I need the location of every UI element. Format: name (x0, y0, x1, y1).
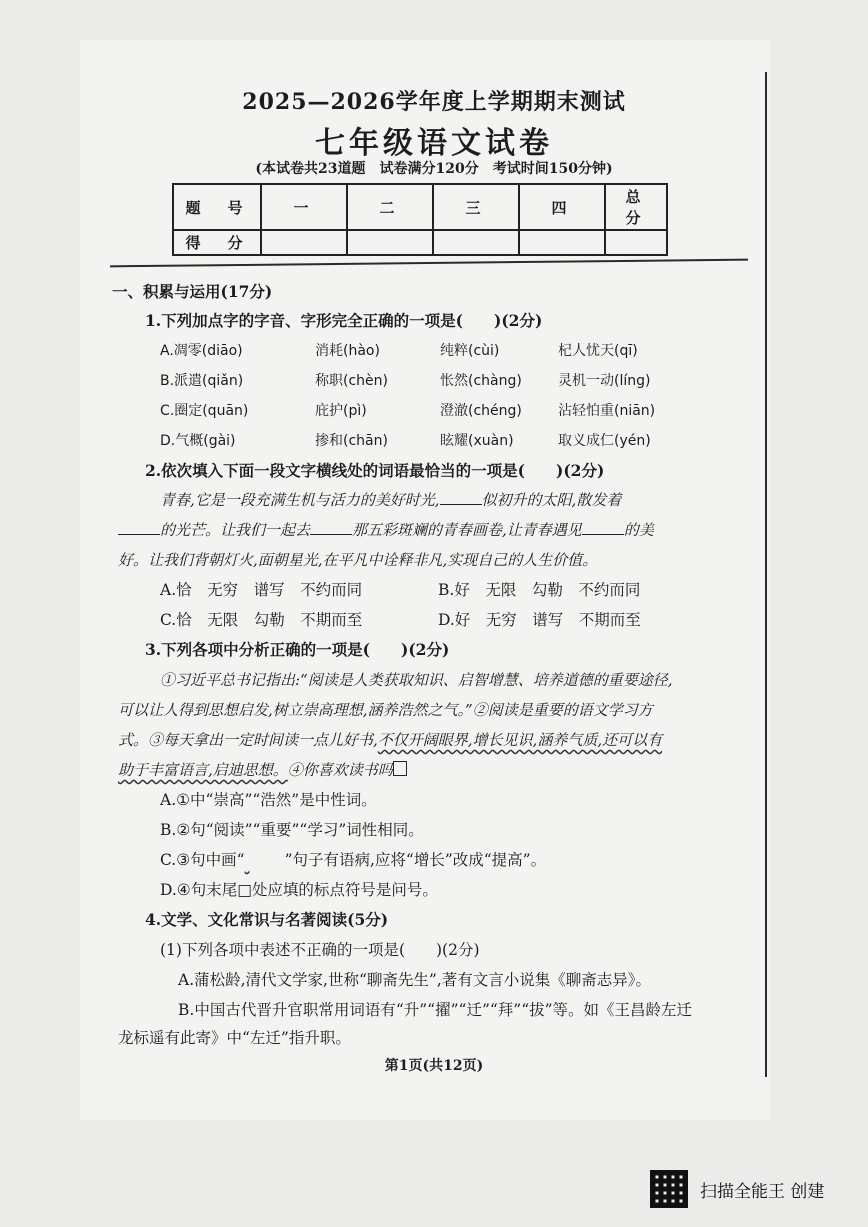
exam-info: (本试卷共23道题 试卷满分120分 考试时间150分钟) (255, 161, 613, 177)
exam-title: 2025—2026学年度上学期期末测试 (242, 89, 626, 115)
q3-passage-line: ①习近平总书记指出:“阅读是人类获取知识、启智增慧、培养道德的重要途径, (160, 671, 673, 689)
q3-passage-text: ④你喜欢读书吗 (287, 761, 393, 779)
q2-passage-text: 那五彩斑斓的青春画卷,让青春遇见 (352, 521, 582, 539)
question-4-stem: 4.文学、文化常识与名著阅读(5分) (145, 910, 389, 929)
scanner-watermark (650, 1170, 824, 1208)
answer-blank[interactable] (310, 520, 352, 535)
q1-option-d2: 掺和(chān) (315, 433, 388, 449)
q1-option-c2: 庇护(pì) (315, 403, 367, 419)
q1-option-c1: C.圈定(quān) (160, 403, 249, 419)
page-number: 第1页(共12页) (384, 1058, 484, 1074)
q1-option-c3: 澄澈(chéng) (440, 403, 522, 419)
q4-option-b: B.中国古代晋升官职常用词语有“升”“擢”“迁”“拜”“拔”等。如《王昌龄左迁 (178, 1001, 693, 1019)
q1-option-a2: 消耗(hào) (315, 343, 380, 359)
score-header-cell: 总 分 (605, 184, 667, 230)
score-cell (433, 230, 519, 255)
q3-option-a: A.①中“崇高”“浩然”是中性词。 (160, 791, 377, 809)
q2-passage-line: 好。让我们背朝灯火,面朝星光,在平凡中诠释非凡,实现自己的人生价值。 (118, 551, 598, 569)
question-1-stem: 1.下列加点字的字音、字形完全正确的一项是( )(2分) (145, 311, 543, 330)
answer-blank[interactable] (440, 490, 482, 505)
wavy-line-mark (245, 850, 285, 870)
score-header-cell: 三 (433, 184, 519, 230)
score-table-header-row (173, 184, 667, 230)
answer-blank[interactable] (582, 520, 624, 535)
qr-code-icon (650, 1170, 688, 1208)
score-header-cell: 二 (347, 184, 433, 230)
q3-option-d: D.④句末尾□处应填的标点符号是问号。 (160, 881, 438, 899)
q3-wavy-underlined-text: 助于丰富语言,启迪思想。 (118, 761, 288, 779)
page-fold-line (765, 72, 767, 1077)
q2-option-d: D.好 无穷 谱写 不期而至 (438, 611, 641, 629)
q1-option-d1: D.气概(gài) (160, 433, 236, 449)
score-table-score-row (173, 230, 667, 255)
answer-blank[interactable] (118, 520, 160, 535)
q2-option-c: C.恰 无限 勾勒 不期而至 (160, 611, 363, 629)
q2-passage-text: 的美 (623, 521, 654, 539)
score-table (172, 183, 668, 256)
q3-passage-text: 式。③每天拿出一定时间读一点儿好书, (118, 731, 378, 749)
exam-subtitle: 七年级语文试卷 (315, 126, 553, 161)
score-cell (347, 230, 433, 255)
q3-option-c-text: C.③句中画“ (160, 851, 245, 869)
q4-option-b-cont: 龙标遥有此寄》中“左迁”指升职。 (118, 1029, 351, 1047)
q2-passage-text: 似初升的太阳,散发着 (481, 491, 622, 509)
q1-option-a3: 纯粹(cùi) (440, 343, 500, 359)
q1-option-c4: 沾轻怕重(niān) (558, 403, 656, 419)
q1-option-d4: 取义成仁(yén) (558, 433, 651, 449)
score-cell (605, 230, 667, 255)
q3-passage-line: 可以让人得到思想启发,树立崇高理想,涵养浩然之气。”②阅读是重要的语文学习方 (118, 701, 653, 719)
q3-passage-line (118, 730, 662, 750)
q4-option-a: A.蒲松龄,清代文学家,世称“聊斋先生”,著有文言小说集《聊斋志异》。 (178, 971, 652, 989)
q3-passage-line (118, 760, 407, 780)
question-2-stem: 2.依次填入下面一段文字横线处的词语最恰当的一项是( )(2分) (145, 461, 605, 480)
section-title: 一、积累与运用(17分) (112, 282, 273, 301)
q2-passage-text: 的光芒。让我们一起去 (160, 521, 311, 539)
score-row-label: 得 分 (173, 230, 261, 255)
q1-option-a1: A.凋零(diāo) (160, 343, 243, 359)
score-header-cell: 四 (519, 184, 605, 230)
q2-option-b: B.好 无限 勾勒 不约而同 (438, 581, 641, 599)
question-3-stem: 3.下列各项中分析正确的一项是( )(2分) (145, 640, 450, 659)
punctuation-box (393, 761, 407, 776)
q1-option-b2: 称职(chèn) (315, 373, 388, 389)
q1-option-b4: 灵机一动(líng) (558, 373, 651, 389)
score-header-cell: 一 (261, 184, 347, 230)
q3-option-b: B.②句“阅读”“重要”“学习”词性相同。 (160, 821, 424, 839)
score-cell (519, 230, 605, 255)
q2-option-a: A.恰 无穷 谱写 不约而同 (160, 581, 363, 599)
score-cell (261, 230, 347, 255)
q4-sub-question: (1)下列各项中表述不正确的一项是( )(2分) (160, 941, 480, 959)
q3-option-c-text: ”句子有语病,应将“增长”改成“提高”。 (284, 851, 547, 869)
q1-option-a4: 杞人忧天(qī) (558, 343, 638, 359)
q1-option-b1: B.派遣(qiǎn) (160, 373, 244, 389)
score-header-cell: 题 号 (173, 184, 261, 230)
q3-wavy-underlined-text: 不仅开阔眼界,增长见识,涵养气质,还可以有 (377, 731, 663, 749)
q2-passage-line (160, 490, 621, 510)
q3-option-c (160, 850, 546, 870)
q2-passage-text: 青春,它是一段充满生机与活力的美好时光, (160, 491, 440, 509)
q1-option-d3: 眩耀(xuàn) (440, 433, 514, 449)
q1-option-b3: 怅然(chàng) (440, 373, 522, 389)
scanner-label: 扫描全能王 创建 (700, 1181, 825, 1202)
q2-passage-line (118, 520, 654, 540)
